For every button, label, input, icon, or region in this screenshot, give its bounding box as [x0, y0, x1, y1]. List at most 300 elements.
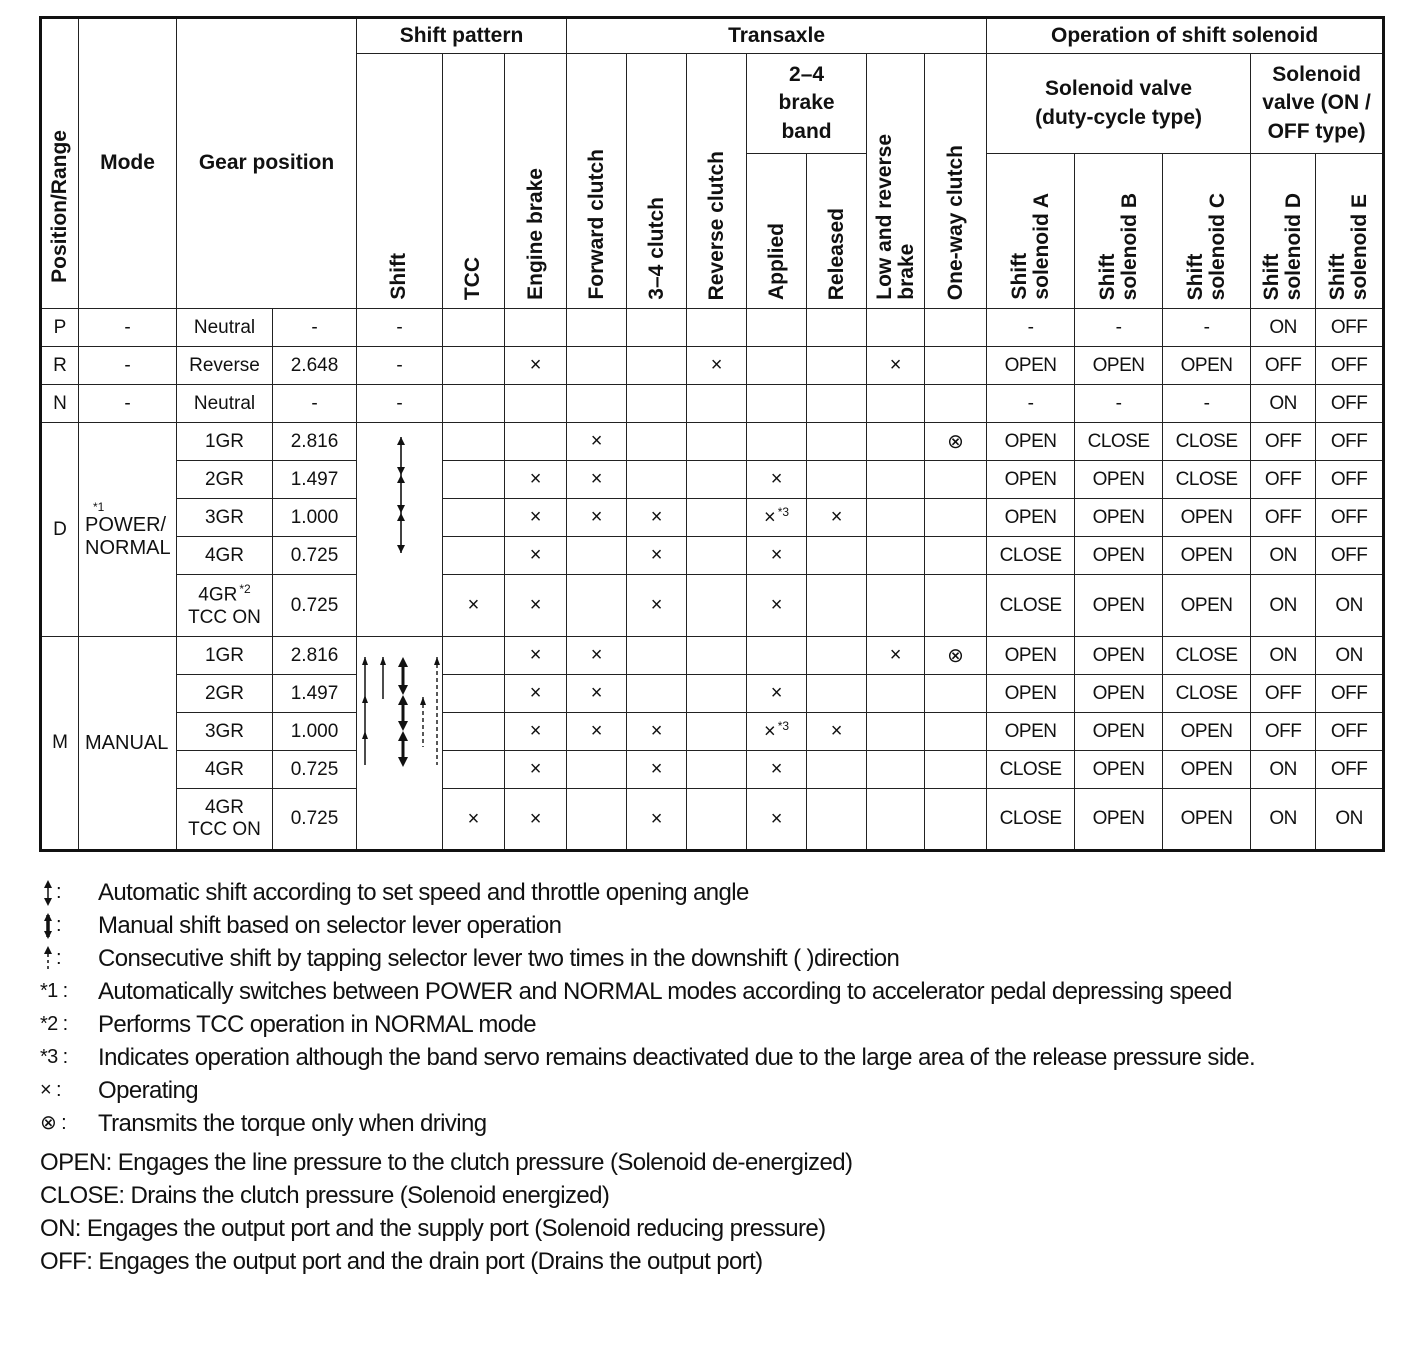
solenoid-a-cell	[987, 713, 1075, 751]
band-applied-cell	[747, 461, 807, 499]
header-solenoid-e: Shift solenoid E	[1316, 154, 1384, 309]
gear-cell	[177, 637, 273, 675]
mode-cell	[79, 347, 177, 385]
shift-cell	[357, 385, 443, 423]
one-way-clutch-cell	[925, 789, 987, 851]
engine-brake-cell	[505, 537, 567, 575]
solenoid-c-cell	[1163, 461, 1251, 499]
solenoid-c-cell-value: OPEN	[1180, 594, 1233, 616]
band-applied-cell	[747, 385, 807, 423]
solenoid-c-cell	[1163, 309, 1251, 347]
one-way-clutch-cell	[925, 423, 987, 461]
header-solenoid-onoff: Solenoid valve (ON / OFF type)	[1251, 54, 1384, 154]
low-reverse-brake-cell	[867, 537, 925, 575]
solenoid-e-cell-value: OFF	[1330, 468, 1368, 490]
gear-value: 4GR	[204, 797, 245, 818]
engine-brake-cell	[505, 423, 567, 461]
solenoid-c-cell-value: CLOSE	[1175, 682, 1238, 704]
reverse-clutch-cell	[687, 675, 747, 713]
header-gear-position: Gear position	[177, 18, 357, 309]
band-applied-cell	[747, 575, 807, 637]
reverse-clutch-cell	[687, 637, 747, 675]
header-transaxle: Transaxle	[567, 18, 987, 54]
reverse-clutch-cell	[687, 537, 747, 575]
solenoid-a-cell-value: OPEN	[1004, 682, 1057, 704]
solenoid-d-cell	[1251, 347, 1316, 385]
solenoid-d-cell-value: ON	[1269, 594, 1297, 616]
ratio-cell	[273, 675, 357, 713]
gear-cell	[177, 347, 273, 385]
solenoid-b-cell-value: OPEN	[1092, 682, 1145, 704]
header-reverse-clutch: Reverse clutch	[687, 54, 747, 309]
ratio-cell	[273, 309, 357, 347]
footnote-mark: *3	[777, 719, 790, 734]
solenoid-a-cell	[987, 575, 1075, 637]
reverse-clutch-cell	[687, 751, 747, 789]
solenoid-a-cell	[987, 675, 1075, 713]
solenoid-d-cell-value: OFF	[1264, 430, 1302, 452]
forward-clutch-cell-value: ×	[590, 644, 603, 666]
engine-brake-cell	[505, 713, 567, 751]
position-cell-value: P	[53, 316, 67, 338]
table-row	[41, 637, 1384, 675]
solenoid-d-cell	[1251, 575, 1316, 637]
solenoid-b-cell	[1075, 385, 1163, 423]
ratio-cell-value: 1.000	[290, 506, 339, 528]
header-shift-pattern: Shift pattern	[357, 18, 567, 54]
solenoid-e-cell	[1316, 309, 1384, 347]
band-applied-cell-value: ×	[770, 544, 783, 566]
band-applied-cell-value: ×	[770, 682, 783, 704]
gear-cell	[177, 385, 273, 423]
ratio-cell-value: 1.000	[290, 720, 339, 742]
one-way-clutch-cell	[925, 309, 987, 347]
header-position-range: Position/Range	[41, 18, 79, 309]
clutch-34-cell	[627, 713, 687, 751]
solenoid-d-cell	[1251, 751, 1316, 789]
header-solenoid-c: Shift solenoid C	[1163, 154, 1251, 309]
legend-text: Automatically switches between POWER and NORMAL modes according to accelerator pedal depressing speed	[98, 978, 1232, 1005]
manual-shift-arrows-icon	[357, 637, 443, 851]
legend-key	[40, 1107, 98, 1140]
auto-shift-pattern	[357, 423, 443, 637]
forward-clutch-cell	[567, 675, 627, 713]
ratio-cell-value: 0.725	[290, 544, 339, 566]
mode-value: POWER/ NORMAL	[85, 513, 171, 559]
solenoid-c-cell	[1163, 423, 1251, 461]
solenoid-d-cell	[1251, 499, 1316, 537]
legend-key-text: *2 :	[40, 1013, 68, 1035]
one-way-clutch-cell	[925, 713, 987, 751]
clutch-34-cell	[627, 537, 687, 575]
reverse-clutch-cell	[687, 347, 747, 385]
engine-brake-cell	[505, 751, 567, 789]
solenoid-c-cell-value: CLOSE	[1175, 430, 1238, 452]
shift-cell-value: -	[396, 354, 403, 376]
engine-brake-cell-value: ×	[529, 468, 542, 490]
engine-brake-cell	[505, 675, 567, 713]
band-applied-cell	[747, 537, 807, 575]
clutch-34-cell	[627, 675, 687, 713]
legend-key-text: × :	[40, 1079, 61, 1101]
ratio-cell	[273, 637, 357, 675]
mode-cell	[79, 423, 177, 637]
table-row	[41, 789, 1384, 851]
clutch-34-cell	[627, 499, 687, 537]
band-released-cell	[807, 751, 867, 789]
one-way-clutch-cell	[925, 461, 987, 499]
solenoid-c-cell-value: OPEN	[1180, 720, 1233, 742]
solenoid-a-cell-value: CLOSE	[999, 594, 1062, 616]
band-applied-cell	[747, 675, 807, 713]
band-applied-cell-value: ×	[770, 468, 783, 490]
band-applied-cell	[747, 423, 807, 461]
clutch-34-cell	[627, 751, 687, 789]
low-reverse-brake-cell	[867, 713, 925, 751]
definition-item: CLOSE: Drains the clutch pressure (Solenoid energized)	[40, 1182, 610, 1209]
engine-brake-cell	[505, 637, 567, 675]
solenoid-a-cell	[987, 499, 1075, 537]
solenoid-b-cell-value: OPEN	[1092, 506, 1145, 528]
tcc-cell	[443, 309, 505, 347]
solenoid-a-cell-value: -	[1027, 392, 1034, 414]
forward-clutch-cell	[567, 751, 627, 789]
solenoid-e-cell-value: OFF	[1330, 316, 1368, 338]
one-way-clutch-cell	[925, 637, 987, 675]
solenoid-e-cell	[1316, 575, 1384, 637]
legend-item	[40, 975, 1380, 1008]
manual-shift-pattern	[357, 637, 443, 851]
table-row	[41, 499, 1384, 537]
one-way-clutch-cell	[925, 385, 987, 423]
ratio-cell	[273, 789, 357, 851]
low-reverse-brake-cell	[867, 499, 925, 537]
solenoid-b-cell	[1075, 675, 1163, 713]
gear-cell	[177, 537, 273, 575]
clutch-34-cell	[627, 461, 687, 499]
gear-value: 4GR	[204, 544, 245, 566]
ratio-cell	[273, 423, 357, 461]
forward-clutch-cell	[567, 423, 627, 461]
header-solenoid-duty: Solenoid valve (duty-cycle type)	[987, 54, 1251, 154]
dashed-arrow-icon	[40, 942, 98, 975]
solenoid-a-cell	[987, 751, 1075, 789]
position-cell-value: M	[52, 732, 68, 753]
tcc-cell	[443, 637, 505, 675]
solenoid-a-cell	[987, 637, 1075, 675]
table-row	[41, 537, 1384, 575]
solenoid-c-cell	[1163, 385, 1251, 423]
solenoid-b-cell-value: OPEN	[1092, 594, 1145, 616]
legend-item	[40, 876, 1380, 909]
solenoid-e-cell-value: OFF	[1330, 506, 1368, 528]
solenoid-c-cell-value: CLOSE	[1175, 644, 1238, 666]
tcc-cell	[443, 385, 505, 423]
footnote-mark: *3	[777, 505, 790, 520]
footnote-mark: *2	[239, 582, 251, 597]
forward-clutch-cell	[567, 575, 627, 637]
table-row	[41, 675, 1384, 713]
legend-text: Transmits the torque only when driving	[98, 1110, 487, 1137]
solenoid-c-cell	[1163, 751, 1251, 789]
engine-brake-cell	[505, 789, 567, 851]
clutch-34-cell	[627, 637, 687, 675]
solenoid-e-cell-value: OFF	[1330, 354, 1368, 376]
gear-subvalue: TCC ON	[188, 819, 261, 840]
solenoid-d-cell-value: ON	[1269, 544, 1297, 566]
gear-value: 3GR	[204, 720, 245, 742]
gear-value: 1GR	[204, 430, 245, 452]
engine-brake-cell-value: ×	[529, 758, 542, 780]
clutch-34-cell-value: ×	[650, 544, 663, 566]
solenoid-c-cell-value: -	[1203, 392, 1210, 414]
low-reverse-brake-cell	[867, 347, 925, 385]
legend-item	[40, 909, 1380, 942]
gear-cell	[177, 461, 273, 499]
solenoid-e-cell	[1316, 637, 1384, 675]
legend-key	[40, 975, 98, 1008]
ratio-cell-value: 0.725	[290, 594, 339, 616]
engine-brake-cell-value: ×	[529, 807, 542, 830]
solenoid-a-cell-value: CLOSE	[999, 544, 1062, 566]
tcc-cell	[443, 347, 505, 385]
definitions-list	[40, 1146, 1380, 1278]
solenoid-b-cell-value: OPEN	[1092, 544, 1145, 566]
reverse-clutch-cell	[687, 789, 747, 851]
solenoid-a-cell-value: OPEN	[1004, 506, 1057, 528]
legend-item	[40, 942, 1380, 975]
clutch-34-cell	[627, 385, 687, 423]
solenoid-e-cell-value: OFF	[1330, 392, 1368, 414]
clutch-34-cell-value: ×	[650, 807, 663, 830]
ratio-cell	[273, 385, 357, 423]
gear-value: Reverse	[189, 354, 260, 376]
band-released-cell	[807, 537, 867, 575]
reverse-clutch-cell-value: ×	[710, 354, 723, 376]
engine-brake-cell-value: ×	[529, 544, 542, 566]
solenoid-a-cell	[987, 461, 1075, 499]
solenoid-d-cell	[1251, 789, 1316, 851]
solenoid-d-cell-value: ON	[1269, 316, 1297, 338]
solenoid-a-cell	[987, 423, 1075, 461]
ratio-cell	[273, 347, 357, 385]
solenoid-c-cell	[1163, 675, 1251, 713]
band-released-cell	[807, 347, 867, 385]
solenoid-c-cell-value: OPEN	[1180, 354, 1233, 376]
header-applied: Applied	[747, 154, 807, 309]
solenoid-b-cell	[1075, 499, 1163, 537]
solenoid-e-cell-value: OFF	[1330, 720, 1368, 742]
gear-value: 2GR	[204, 468, 245, 490]
engine-brake-cell	[505, 385, 567, 423]
band-applied-cell	[747, 347, 807, 385]
tcc-cell	[443, 537, 505, 575]
solenoid-d-cell	[1251, 423, 1316, 461]
solenoid-e-cell	[1316, 751, 1384, 789]
table-row	[41, 461, 1384, 499]
solenoid-d-cell-value: OFF	[1264, 682, 1302, 704]
legend-key	[40, 1008, 98, 1041]
table-body	[41, 309, 1384, 851]
solenoid-e-cell	[1316, 789, 1384, 851]
legend-list	[40, 876, 1380, 1140]
position-cell	[41, 637, 79, 851]
solenoid-d-cell	[1251, 637, 1316, 675]
band-released-cell	[807, 637, 867, 675]
solenoid-c-cell-value: OPEN	[1180, 758, 1233, 780]
band-applied-cell-value: ×	[764, 720, 776, 743]
low-reverse-brake-cell-value: ×	[889, 644, 902, 666]
solenoid-e-cell	[1316, 499, 1384, 537]
engine-brake-cell	[505, 461, 567, 499]
solenoid-d-cell-value: ON	[1269, 644, 1297, 666]
solenoid-b-cell	[1075, 461, 1163, 499]
position-cell-value: N	[53, 392, 67, 414]
low-reverse-brake-cell	[867, 575, 925, 637]
forward-clutch-cell-value: ×	[590, 506, 603, 528]
band-applied-cell-value: ×	[764, 506, 776, 529]
position-cell	[41, 309, 79, 347]
band-applied-cell	[747, 499, 807, 537]
header-released: Released	[807, 154, 867, 309]
ratio-cell-value: 1.497	[290, 468, 339, 490]
solenoid-a-cell-value: OPEN	[1004, 720, 1057, 742]
mode-cell	[79, 385, 177, 423]
solenoid-b-cell	[1075, 347, 1163, 385]
gear-cell	[177, 675, 273, 713]
engine-brake-cell	[505, 575, 567, 637]
position-cell	[41, 385, 79, 423]
solenoid-e-cell	[1316, 423, 1384, 461]
solenoid-b-cell-value: -	[1115, 316, 1122, 338]
solenoid-b-cell-value: CLOSE	[1087, 430, 1150, 452]
solenoid-c-cell	[1163, 499, 1251, 537]
solenoid-d-cell-value: ON	[1269, 758, 1297, 780]
legend-text: Performs TCC operation in NORMAL mode	[98, 1011, 536, 1038]
double-arrow-thin-icon	[40, 876, 98, 909]
band-released-cell	[807, 423, 867, 461]
solenoid-a-cell-value: OPEN	[1004, 468, 1057, 490]
header-solenoid-a: Shift solenoid A	[987, 154, 1075, 309]
shift-cell-value: -	[396, 392, 403, 414]
mode-cell-value: -	[124, 316, 131, 338]
band-released-cell	[807, 675, 867, 713]
ratio-cell-value: -	[311, 392, 318, 414]
ratio-cell	[273, 461, 357, 499]
solenoid-e-cell	[1316, 537, 1384, 575]
solenoid-b-cell	[1075, 309, 1163, 347]
reverse-clutch-cell	[687, 423, 747, 461]
band-released-cell	[807, 461, 867, 499]
gear-cell	[177, 309, 273, 347]
engine-brake-cell	[505, 347, 567, 385]
legend-key-text: *1 :	[40, 980, 68, 1002]
table-row	[41, 713, 1384, 751]
band-released-cell	[807, 789, 867, 851]
low-reverse-brake-cell	[867, 675, 925, 713]
tcc-cell	[443, 575, 505, 637]
table-row	[41, 575, 1384, 637]
solenoid-b-cell	[1075, 789, 1163, 851]
low-reverse-brake-cell	[867, 423, 925, 461]
legend-key-text: :	[56, 947, 61, 969]
solenoid-b-cell-value: OPEN	[1092, 758, 1145, 780]
solenoid-d-cell-value: OFF	[1264, 354, 1302, 376]
solenoid-c-cell-value: OPEN	[1180, 808, 1233, 829]
engine-brake-cell-value: ×	[529, 354, 542, 376]
forward-clutch-cell-value: ×	[590, 682, 603, 704]
header-mode: Mode	[79, 18, 177, 309]
solenoid-c-cell	[1163, 637, 1251, 675]
solenoid-d-cell	[1251, 385, 1316, 423]
mode-cell-value: -	[124, 354, 131, 376]
solenoid-e-cell-value: OFF	[1330, 544, 1368, 566]
solenoid-c-cell	[1163, 537, 1251, 575]
solenoid-c-cell-value: CLOSE	[1175, 468, 1238, 490]
solenoid-a-cell	[987, 789, 1075, 851]
tcc-cell	[443, 499, 505, 537]
clutch-34-cell-value: ×	[650, 720, 663, 742]
one-way-clutch-cell	[925, 537, 987, 575]
forward-clutch-cell	[567, 789, 627, 851]
engine-brake-cell-value: ×	[529, 506, 542, 528]
low-reverse-brake-cell-value: ×	[889, 354, 902, 376]
gear-subvalue: TCC ON	[188, 606, 261, 628]
reverse-clutch-cell	[687, 385, 747, 423]
solenoid-d-cell-value: OFF	[1264, 720, 1302, 742]
engine-brake-cell	[505, 499, 567, 537]
solenoid-a-cell	[987, 537, 1075, 575]
shift-cell	[357, 309, 443, 347]
clutch-34-cell	[627, 347, 687, 385]
table-row	[41, 309, 1384, 347]
table-row	[41, 385, 1384, 423]
solenoid-b-cell-value: OPEN	[1092, 808, 1145, 829]
header-one-way-clutch: One-way clutch	[925, 54, 987, 309]
gear-value: 2GR	[204, 682, 245, 704]
band-released-cell	[807, 575, 867, 637]
tcc-cell	[443, 423, 505, 461]
legend-key	[40, 1074, 98, 1107]
solenoid-a-cell	[987, 347, 1075, 385]
solenoid-c-cell-value: OPEN	[1180, 506, 1233, 528]
forward-clutch-cell	[567, 309, 627, 347]
solenoid-b-cell-value: OPEN	[1092, 354, 1145, 376]
reverse-clutch-cell	[687, 461, 747, 499]
legend-text: Indicates operation although the band servo remains deactivated due to the large area of the release pressure side.	[98, 1044, 1256, 1071]
solenoid-b-cell-value: OPEN	[1092, 720, 1145, 742]
solenoid-d-cell-value: OFF	[1264, 468, 1302, 490]
solenoid-a-cell-value: OPEN	[1004, 430, 1057, 452]
table-row	[41, 751, 1384, 789]
solenoid-c-cell-value: -	[1203, 316, 1210, 338]
tcc-cell-value: ×	[467, 807, 480, 830]
reverse-clutch-cell	[687, 499, 747, 537]
solenoid-a-cell-value: OPEN	[1004, 644, 1057, 666]
solenoid-e-cell	[1316, 385, 1384, 423]
header-shift: Shift	[357, 54, 443, 309]
mode-cell	[79, 637, 177, 851]
solenoid-b-cell	[1075, 751, 1163, 789]
band-released-cell-value: ×	[830, 720, 843, 742]
gear-cell	[177, 575, 273, 637]
header-tcc: TCC	[443, 54, 505, 309]
clutch-34-cell-value: ×	[650, 506, 663, 528]
header-low-reverse-brake: Low and reverse brake	[867, 54, 925, 309]
band-applied-cell	[747, 637, 807, 675]
band-applied-cell-value: ×	[770, 807, 783, 830]
tcc-cell	[443, 751, 505, 789]
